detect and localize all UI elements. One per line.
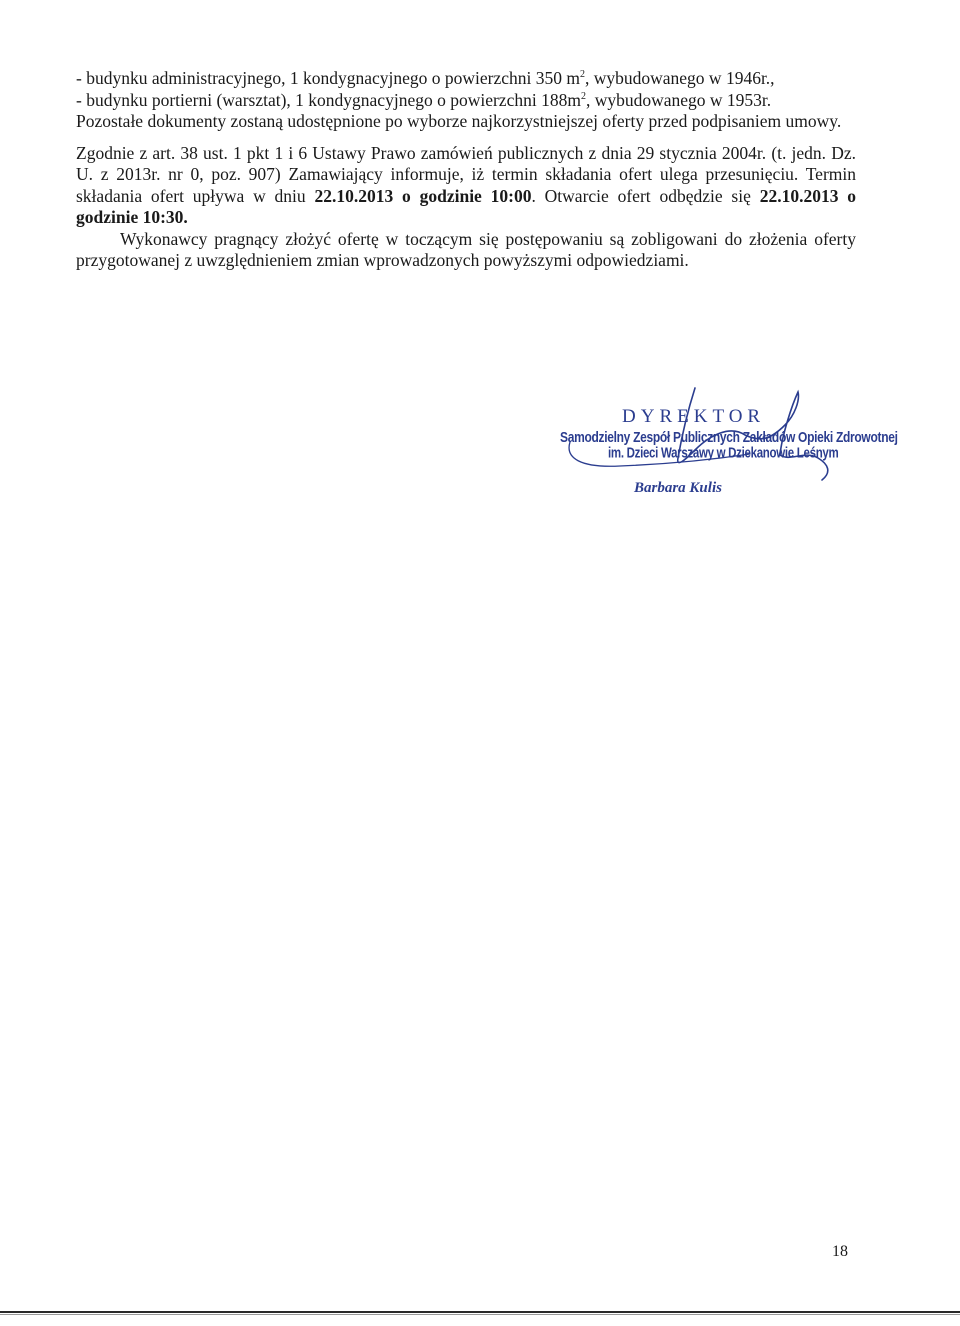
- opening-date: 22.10.2013 o: [759, 185, 857, 206]
- legal-basis-line-1: Zgodnie z art. 38 ust. 1 pkt 1 i 6 Ustawy Prawo zamówień publicznych z dnia 29 stycznia 2004r. (t. jedn. Dz.: [76, 142, 856, 163]
- contractors-line-1: Wykonawcy pragnący złożyć ofertę w toczącym się postępowaniu są zobligowani do złożenia oferty: [120, 228, 856, 249]
- text-span: - budynku administracyjnego, 1 kondygnacyjnego o powierzchni 350 m: [76, 68, 580, 88]
- remaining-documents-line: Pozostałe dokumenty zostaną udostępnione po wyborze najkorzystniejszej oferty przed podpisaniem umowy.: [76, 111, 842, 131]
- scan-edge-line: [0, 1311, 960, 1313]
- text-span: składania ofert upływa w dniu: [76, 185, 315, 206]
- opening-time-line: [76, 207, 856, 229]
- text-span: , wybudowanego w 1953r.: [585, 89, 772, 110]
- contractors-line-2: przygotowanej z uwzględnieniem zmian wprowadzonych powyższymi odpowiedziami.: [76, 250, 689, 270]
- director-name: Barbara Kulis: [634, 480, 722, 496]
- stamp-institution-line: Samodzielny Zespół Publicznych Zakładów Opieki Zdrowotnej: [560, 428, 898, 446]
- scan-edge-line-thin: [0, 1314, 960, 1315]
- building-porter-line: [76, 90, 856, 112]
- body-text: [76, 68, 856, 272]
- legal-basis-line-2: U. z 2013r. nr 0, poz. 907) Zamawiający informuje, iż termin składania ofert ulega przesunięciu. Termin: [76, 164, 856, 184]
- stamp-title: DYREKTOR: [622, 406, 766, 427]
- handwritten-signature: [560, 380, 898, 490]
- deadline-date: 22.10.2013 o godzinie 10:00: [314, 185, 532, 206]
- text-span: , wybudowanego w 1946r.,: [585, 68, 775, 88]
- deadline-line: [76, 186, 856, 208]
- superscript: 2: [580, 69, 585, 81]
- stamp-address-line: im. Dzieci Warszawy w Dziekanowie Leśnym: [608, 446, 839, 461]
- text-span: - budynku portierni (warsztat), 1 kondygnacyjnego o powierzchni 188m: [76, 89, 581, 110]
- text-span: . Otwarcie ofert odbędzie się: [531, 185, 760, 206]
- opening-time: godzinie 10:30.: [76, 207, 188, 227]
- page-number: 18: [832, 1243, 848, 1260]
- superscript: 2: [580, 90, 586, 102]
- building-admin-line: [76, 68, 856, 90]
